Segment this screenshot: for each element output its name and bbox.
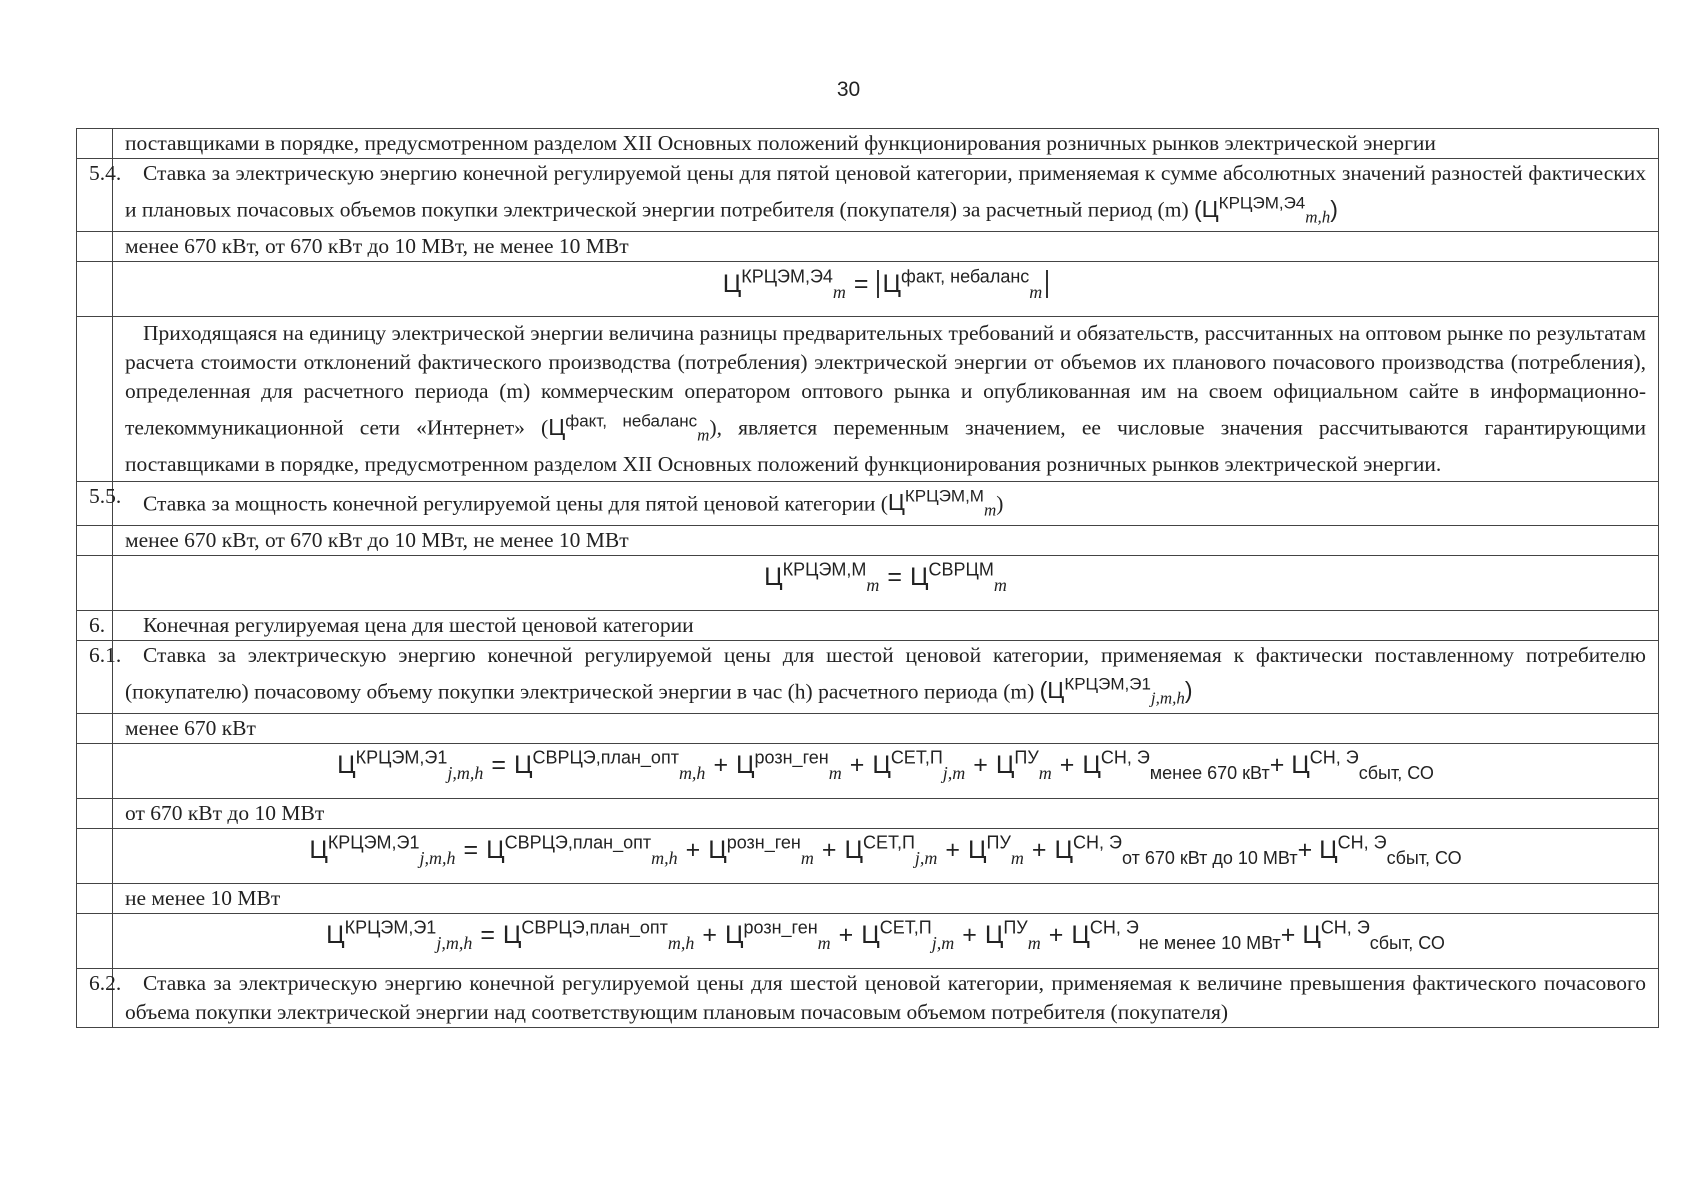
row-number: 6.1. <box>77 640 113 713</box>
page-number: 30 <box>836 78 861 101</box>
table-row <box>77 744 1659 799</box>
section-5-4-text: Ставка за электрическую энергию конечной регулируемой цены для пятой ценовой категории, применяемая к сумме абсолютных значений разностей фактических и плановых почасовых объемов покупки электрической энергии потребителя (покупателя) за расчетный период (m) $(Ц^{КРЦЭМ,Э4}_{m,h})$ <box>113 159 1659 232</box>
section-5-5-text: Ставка за мощность конечной регулируемой цены для пятой ценовой категории $(Ц^{КРЦЭМ,М}_m)$ <box>113 481 1659 525</box>
tariff-table <box>76 128 1659 1028</box>
table-row <box>77 914 1659 969</box>
continuation-text: поставщиками в порядке, предусмотренном разделом XII Основных положений функционирования розничных рынков электрической энергии <box>113 129 1659 159</box>
table-row <box>77 799 1659 829</box>
table-row <box>77 969 1659 1028</box>
section-6-title: Конечная регулируемая цена для шестой ценовой категории <box>113 610 1659 640</box>
table-row <box>77 610 1659 640</box>
table-row <box>77 159 1659 232</box>
table-row <box>77 640 1659 713</box>
formula-e1-not-less-10: $Ц^{КРЦЭМ,Э1}_{j,m,h} = Ц^{СВРЦЭ,план\_опт}_{m,h} + Ц^{розн\_ген}_m + Ц^{СЕТ,П}_{j,m} + Ц^{ПУ}_m + Ц^{СН, Э}_{не менее 10 МВт}+ Ц^{СН, Э}_{сбыт, СО}$ <box>113 914 1659 969</box>
table-row <box>77 232 1659 262</box>
table-row <box>77 714 1659 744</box>
table-row <box>77 262 1659 317</box>
table-row <box>77 555 1659 610</box>
formula-m: $Ц^{КРЦЭМ,М}_m = Ц^{СВРЦМ}_m$ <box>113 555 1659 610</box>
formula-e1-670-10: $Ц^{КРЦЭМ,Э1}_{j,m,h} = Ц^{СВРЦЭ,план\_опт}_{m,h} + Ц^{розн\_ген}_m + Ц^{СЕТ,П}_{j,m} + Ц^{ПУ}_m + Ц^{СН, Э}_{от 670 кВт до 10 МВт}+ Ц^{СН, Э}_{сбыт, СО}$ <box>113 829 1659 884</box>
power-range-label: менее 670 кВт, от 670 кВт до 10 МВт, не менее 10 МВт <box>113 525 1659 555</box>
table-row <box>77 829 1659 884</box>
section-6-1-text: Ставка за электрическую энергию конечной регулируемой цены для шестой ценовой категории, применяемая к фактически поставленному потребителю (покупателю) почасовому объему покупки электрической энергии в час (h) расчетного периода (m) $(Ц^{КРЦЭМ,Э1}_{j,m,h})$ <box>113 640 1659 713</box>
power-range-label: менее 670 кВт <box>113 714 1659 744</box>
row-number: 5.5. <box>77 481 113 525</box>
section-5-4-description: Приходящаяся на единицу электрической энергии величина разницы предварительных требований и обязательств, рассчитанных на оптовом рынке по результатам расчета стоимости отклонений фактического производства (потребления) электрической энергии от объемов их планового почасового производства (потребления), определенная для расчетного периода (m) коммерческим оператором оптового рынка и опубликованная им на своем официальном сайте в информационно-телекоммуникационной сети «Интернет» $(Ц^{факт, небаланс}_m)$, является переменным значением, ее числовые значения рассчитываются гарантирующими поставщиками в порядке, предусмотренном разделом XII Основных положений функционирования розничных рынков электрической энергии. <box>113 317 1659 481</box>
row-number-empty <box>77 129 113 159</box>
power-range-label: менее 670 кВт, от 670 кВт до 10 МВт, не менее 10 МВт <box>113 232 1659 262</box>
formula-inline: $(Ц^{КРЦЭМ,Э4}_{m,h})$ <box>1193 193 1338 227</box>
row-number: 6. <box>77 610 113 640</box>
section-6-2-text: Ставка за электрическую энергию конечной регулируемой цены для шестой ценовой категории, применяемая к величине превышения фактического почасового объема покупки электрической энергии над соответствующим плановым почасовым объемом потребителя (покупателя) <box>113 969 1659 1028</box>
power-range-label: не менее 10 МВт <box>113 884 1659 914</box>
row-number: 5.4. <box>77 159 113 232</box>
table-row <box>77 129 1659 159</box>
row-number: 6.2. <box>77 969 113 1028</box>
formula-e1-less-670: $Ц^{КРЦЭМ,Э1}_{j,m,h} = Ц^{СВРЦЭ,план\_опт}_{m,h} + Ц^{розн\_ген}_m + Ц^{СЕТ,П}_{j,m} + Ц^{ПУ}_m + Ц^{СН, Э}_{менее 670 кВт}+ Ц^{СН, Э}_{сбыт, СО}$ <box>113 744 1659 799</box>
table-row <box>77 884 1659 914</box>
formula-e4: $Ц^{КРЦЭМ,Э4}_m = Ц^{факт, небаланс}_m$ <box>113 262 1659 317</box>
power-range-label: от 670 кВт до 10 МВт <box>113 799 1659 829</box>
table-row <box>77 525 1659 555</box>
table-row <box>77 317 1659 481</box>
table-row <box>77 481 1659 525</box>
